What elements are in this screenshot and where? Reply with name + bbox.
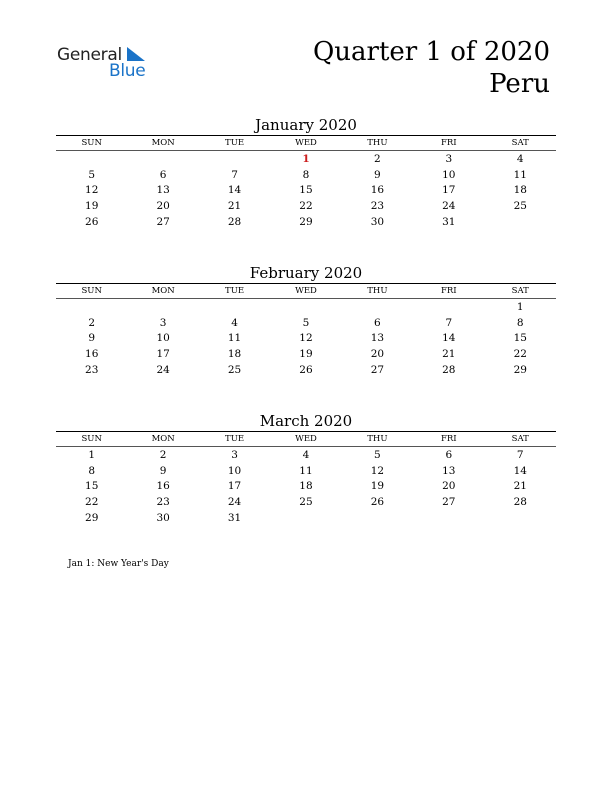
month-grid (56, 431, 556, 525)
day-cell: 28 (227, 215, 242, 228)
week-row (56, 214, 556, 230)
empty-day-cell (56, 151, 127, 167)
day-cell: 22 (299, 199, 313, 212)
day-cell: 25 (513, 199, 527, 212)
empty-day-cell (270, 510, 341, 526)
day-cell: 26 (299, 363, 313, 376)
day-cell: 25 (227, 363, 242, 376)
weekday-header: THU (342, 136, 413, 151)
weekday-header: TUE (199, 136, 270, 151)
day-cell: 31 (442, 215, 456, 228)
weekday-header: TUE (199, 284, 270, 299)
day-cell: 17 (442, 184, 456, 197)
header (313, 36, 550, 100)
month-grid (56, 283, 556, 377)
week-row (56, 478, 556, 494)
weekday-header: MON (127, 432, 198, 447)
day-cell: 23 (370, 199, 385, 212)
day-cell: 4 (231, 316, 238, 329)
weekday-header: SUN (56, 432, 127, 447)
day-cell: 26 (85, 215, 99, 228)
month-title: March 2020 (259, 412, 353, 430)
day-cell: 4 (516, 152, 524, 165)
day-cell: 9 (159, 464, 167, 477)
day-cell: 6 (445, 448, 453, 461)
day-cell: 27 (370, 363, 385, 376)
day-cell: 11 (227, 332, 242, 345)
day-cell: 15 (85, 480, 99, 493)
weekday-header: FRI (413, 432, 484, 447)
day-cell: 27 (156, 215, 170, 228)
weekday-header: SUN (56, 136, 127, 151)
day-cell: 9 (374, 168, 381, 181)
month-grid (56, 135, 556, 229)
weekday-header: SAT (485, 136, 556, 151)
day-cell: 14 (513, 464, 527, 477)
day-cell: 23 (85, 363, 99, 376)
day-cell: 8 (88, 464, 96, 477)
empty-day-cell (127, 299, 198, 315)
day-cell: 19 (85, 199, 99, 212)
weekday-header: WED (270, 136, 341, 151)
day-cell: 22 (513, 347, 527, 360)
day-cell: 20 (442, 480, 456, 493)
week-row (56, 494, 556, 510)
day-cell: 12 (370, 464, 385, 477)
day-cell: 26 (370, 495, 385, 508)
week-row (56, 315, 556, 331)
day-cell: 1 (516, 300, 524, 313)
brand-name-general: General (57, 45, 122, 65)
day-cell: 18 (513, 184, 527, 197)
day-cell: 15 (513, 332, 527, 345)
week-row (56, 299, 556, 315)
day-cell: 3 (445, 152, 453, 165)
day-cell: 28 (442, 363, 456, 376)
day-cell: 24 (156, 363, 170, 376)
weekday-header-row (56, 136, 556, 151)
day-cell: 7 (445, 316, 453, 329)
empty-day-cell (342, 510, 413, 526)
day-cell: 2 (159, 448, 167, 461)
week-row (56, 151, 556, 167)
week-row (56, 330, 556, 346)
day-cell: 7 (516, 448, 524, 461)
page-title: Quarter 1 of 2020 (312, 37, 550, 67)
holiday-day-cell: 1 (302, 152, 310, 165)
holiday-notes (68, 559, 169, 569)
day-cell: 3 (231, 448, 238, 461)
empty-day-cell (485, 214, 556, 230)
weekday-header: WED (270, 284, 341, 299)
month-february (56, 263, 556, 377)
day-cell: 12 (85, 184, 99, 197)
day-cell: 8 (302, 168, 310, 181)
month-march (56, 411, 556, 525)
day-cell: 7 (231, 168, 238, 181)
day-cell: 28 (513, 495, 527, 508)
day-cell: 5 (374, 448, 381, 461)
day-cell: 15 (299, 184, 313, 197)
day-cell: 21 (442, 347, 456, 360)
day-cell: 6 (159, 168, 167, 181)
week-row (56, 167, 556, 183)
weekday-header-row (56, 284, 556, 299)
day-cell: 16 (370, 184, 385, 197)
month-title: January 2020 (255, 116, 357, 134)
week-row (56, 362, 556, 378)
month-title: February 2020 (249, 264, 363, 282)
weekday-header: FRI (413, 284, 484, 299)
day-cell: 18 (227, 347, 242, 360)
day-cell: 30 (156, 511, 170, 524)
day-cell: 27 (442, 495, 456, 508)
week-row (56, 510, 556, 526)
week-row (56, 182, 556, 198)
day-cell: 10 (227, 464, 242, 477)
day-cell: 13 (156, 184, 170, 197)
day-cell: 22 (85, 495, 99, 508)
day-cell: 30 (370, 215, 385, 228)
empty-day-cell (127, 151, 198, 167)
empty-day-cell (413, 510, 484, 526)
day-cell: 9 (88, 332, 96, 345)
country-name: Peru (489, 69, 550, 99)
day-cell: 29 (299, 215, 313, 228)
weekday-header-row (56, 432, 556, 447)
day-cell: 14 (227, 184, 242, 197)
weekday-header: SAT (485, 284, 556, 299)
holiday-note: Jan 1: New Year's Day (68, 559, 169, 569)
day-cell: 11 (299, 464, 313, 477)
day-cell: 6 (374, 316, 381, 329)
day-cell: 19 (299, 347, 313, 360)
day-cell: 10 (156, 332, 170, 345)
brand-logo (57, 40, 157, 82)
empty-day-cell (485, 510, 556, 526)
day-cell: 23 (156, 495, 170, 508)
day-cell: 24 (442, 199, 456, 212)
day-cell: 10 (442, 168, 456, 181)
empty-day-cell (199, 299, 270, 315)
weekday-header: THU (342, 432, 413, 447)
weekday-header: TUE (199, 432, 270, 447)
day-cell: 17 (156, 347, 170, 360)
empty-day-cell (413, 299, 484, 315)
day-cell: 16 (85, 347, 99, 360)
day-cell: 2 (374, 152, 381, 165)
day-cell: 18 (299, 480, 313, 493)
day-cell: 4 (302, 448, 310, 461)
brand-name-blue: Blue (109, 61, 146, 81)
empty-day-cell (199, 151, 270, 167)
day-cell: 12 (299, 332, 313, 345)
day-cell: 11 (513, 168, 527, 181)
weekday-header: SAT (485, 432, 556, 447)
day-cell: 2 (88, 316, 96, 329)
day-cell: 13 (442, 464, 456, 477)
week-row (56, 198, 556, 214)
weekday-header: FRI (413, 136, 484, 151)
empty-day-cell (342, 299, 413, 315)
day-cell: 5 (88, 168, 96, 181)
day-cell: 24 (227, 495, 242, 508)
day-cell: 1 (88, 448, 96, 461)
week-row (56, 447, 556, 463)
weekday-header: MON (127, 284, 198, 299)
day-cell: 29 (513, 363, 527, 376)
day-cell: 14 (442, 332, 456, 345)
weekday-header: MON (127, 136, 198, 151)
day-cell: 8 (516, 316, 524, 329)
weekday-header: THU (342, 284, 413, 299)
weekday-header: WED (270, 432, 341, 447)
day-cell: 3 (159, 316, 167, 329)
week-row (56, 463, 556, 479)
empty-day-cell (56, 299, 127, 315)
day-cell: 17 (227, 480, 242, 493)
brand-triangle-icon (125, 45, 147, 63)
day-cell: 25 (299, 495, 313, 508)
day-cell: 29 (85, 511, 99, 524)
day-cell: 20 (156, 199, 170, 212)
day-cell: 20 (370, 347, 385, 360)
month-january (56, 115, 556, 229)
day-cell: 21 (227, 199, 242, 212)
weekday-header: SUN (56, 284, 127, 299)
day-cell: 5 (302, 316, 310, 329)
day-cell: 19 (370, 480, 385, 493)
day-cell: 16 (156, 480, 170, 493)
empty-day-cell (270, 299, 341, 315)
day-cell: 13 (370, 332, 385, 345)
day-cell: 21 (513, 480, 527, 493)
day-cell: 31 (227, 511, 242, 524)
week-row (56, 346, 556, 362)
